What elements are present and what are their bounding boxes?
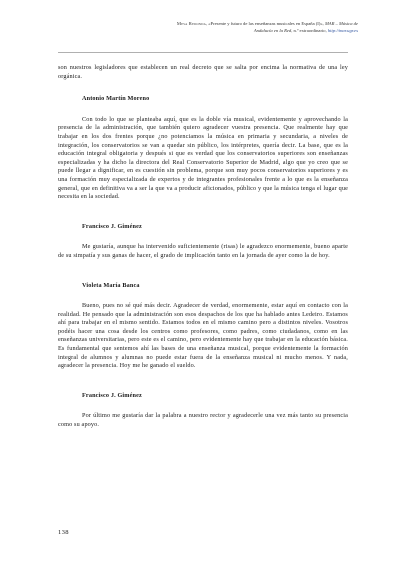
header-citation-part2: , n.º extraordinario, — [291, 28, 328, 34]
header-citation-part1: , «Presente y futuro de las enseñanzas musicales en España (I)», — [205, 21, 325, 26]
speaker-heading: Violeta María Banca — [82, 281, 140, 289]
paragraph: Con todo lo que se planteaba aquí, que es la doble vía musical, evidentemente y aprovechando la presencia de la administración, que también quiero agradecer vuestra presencia. Que realmente hay que trabajar en los dos frentes porque ¿no potenciamos la música en primaria y secundaria, a niveles de integración, los conservatorios se van a quedar sin público, los intérpretes, quería decir. La base, que es la educación integral obligatoria y después si que es verdad que los conservatorios superiores son enseñanzas especializadas y ha dicho la directora del Real Conservatorio Superior de Madrid, algo que yo creo que se puede llegar a dignificar, en es cuestión sin problema, porque son muy pocos conservatorios superiores y es una formación muy especializada de expertos y de integrantes profesionales frente a lo que es la enseñanza general, que en definitiva va a ser la que va a producir aficionados, público y que la música tenga el lugar que necesita en la sociedad. — [58, 115, 348, 201]
header-divider — [58, 52, 348, 53]
header-author: Mesa Redonda — [176, 21, 206, 26]
page-number: 138 — [58, 529, 69, 536]
paragraph: Me gustaría, aunque ha intervenido suficientemente (risas) le agradezco enormemente, bueno aparte de su simpatía y sus ganas de hacer, el grado de implicación tanto en la jornada de ayer como la de hoy. — [58, 243, 348, 259]
main-text — [58, 64, 348, 430]
header-journal-subtitle: Andalucía en la Red — [253, 28, 292, 34]
header-journal: MAR – Música de — [324, 21, 358, 26]
paragraph: Por último me gustaría dar la palabra a nuestro rector y agradecerle una vez más tanto su presencia como su apoyo. — [58, 412, 348, 429]
speaker-heading: Francisco J. Giménez — [82, 391, 142, 399]
running-header — [58, 20, 358, 35]
speaker-heading: Antonio Martín Moreno — [82, 95, 150, 103]
paragraph-continuation: son nuestros legisladores que establecen un real decreto que se salta por encima la normativa de una ley orgánica. — [58, 64, 348, 80]
speaker-heading: Francisco J. Giménez — [82, 222, 142, 230]
paragraph: Bueno, pues no sé qué más decir. Agradecer de verdad, enormemente, estar aquí en contacto con la realidad. He pensado que la administración son esos despachos de los que ha hablado antes Ledeiro. Estamos ahí para trabajar en el mismo sentido. Estamos todos en el mismo camino pero a distintos niveles. Vosotros podéis hacer una cosa desde los centros como profesores, como padres, como ciudadanos, como en las enseñanzas universitarias, pero este es el camino, pero evidentemente hay que trabajar en la educación básica. Es fundamental que sentemos ahí las bases de una enseñanza musical, porque evidentemente la formación integral de alumnos y alumnas no puede estar fuera de la enseñanza musical ni mucho menos. Y nada, agradecer la presencia. Hoy me he ganado el sueldo. — [58, 302, 348, 370]
header-url-link[interactable]: http://mar.ugr.es — [327, 28, 358, 34]
